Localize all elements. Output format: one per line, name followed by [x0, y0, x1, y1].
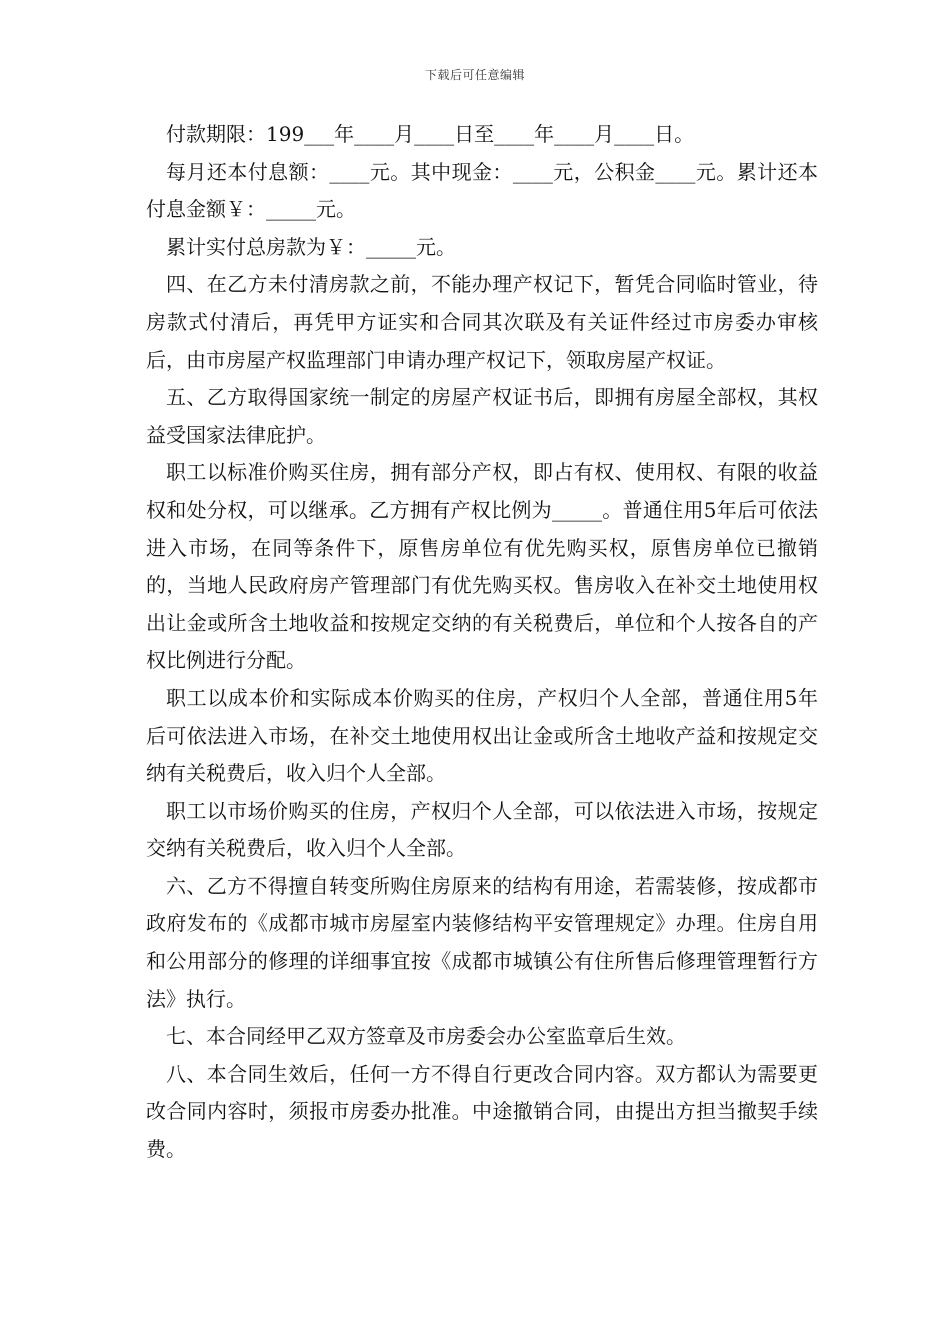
market-price-paragraph: 职工以市场价购买的住房，产权归个人全部，可以依法进入市场，按规定交纳有关税费后，收入归个人全部。	[146, 798, 818, 861]
page-header: 下载后可任意编辑	[424, 68, 525, 82]
total-paid-paragraph: 累计实付总房款为￥：_____元。	[166, 234, 456, 259]
document-body	[146, 116, 818, 1169]
clause-eight-paragraph: 八、本合同生效后，任何一方不得自行更改合同内容。双方都认为需要更改合同内容时，须报市房委办批准。中途撤销合同，由提出方担当撤契手续费。	[146, 1061, 818, 1162]
payment-period-paragraph: 付款期限：199___年____月____日至____年____月____日。	[166, 122, 695, 146]
clause-six-paragraph: 六、乙方不得擅自转变所购住房原来的结构有用途，若需装修，按成都市政府发布的《成都市城市房屋室内装修结构平安管理规定》办理。住房自用和公用部分的修理的详细事宜按《成都市城镇公有住所售后修理管理暂行方法》执行。	[146, 873, 818, 1011]
clause-seven-paragraph: 七、本合同经甲乙双方签章及市房委会办公室监章后生效。	[166, 1024, 686, 1049]
standard-price-paragraph: 职工以标准价购买住房，拥有部分产权，即占有权、使用权、有限的收益权和处分权，可以继承。乙方拥有产权比例为_____。普通住用5年后可依法进入市场，在同等条件下，原售房单位有优先购买权，原售房单位已撤销的，当地人民政府房产管理部门有优先购买权。售房收入在补交土地使用权出让金或所含土地收益和按规定交纳的有关税费后，单位和个人按各自的产权比例进行分配。	[146, 460, 818, 673]
monthly-payment-paragraph: 每月还本付息额：____元。其中现金：____元，公积金____元。累计还本付息金额￥：_____元。	[146, 159, 818, 222]
clause-four-paragraph: 四、在乙方未付清房款之前，不能办理产权记下，暂凭合同临时管业，待房款式付清后，再凭甲方证实和合同其次联及有关证件经过市房委办审核后，由市房屋产权监理部门申请办理产权记下，领取房屋产权证。	[146, 272, 818, 372]
cost-price-paragraph: 职工以成本价和实际成本价购买的住房，产权归个人全部，普通住用5年后可依法进入市场，在补交土地使用权出让金或所含土地收产益和按规定交纳有关税费后，收入归个人全部。	[146, 685, 818, 786]
clause-five-paragraph: 五、乙方取得国家统一制定的房屋产权证书后，即拥有房屋全部权，其权益受国家法律庇护。	[146, 385, 818, 447]
